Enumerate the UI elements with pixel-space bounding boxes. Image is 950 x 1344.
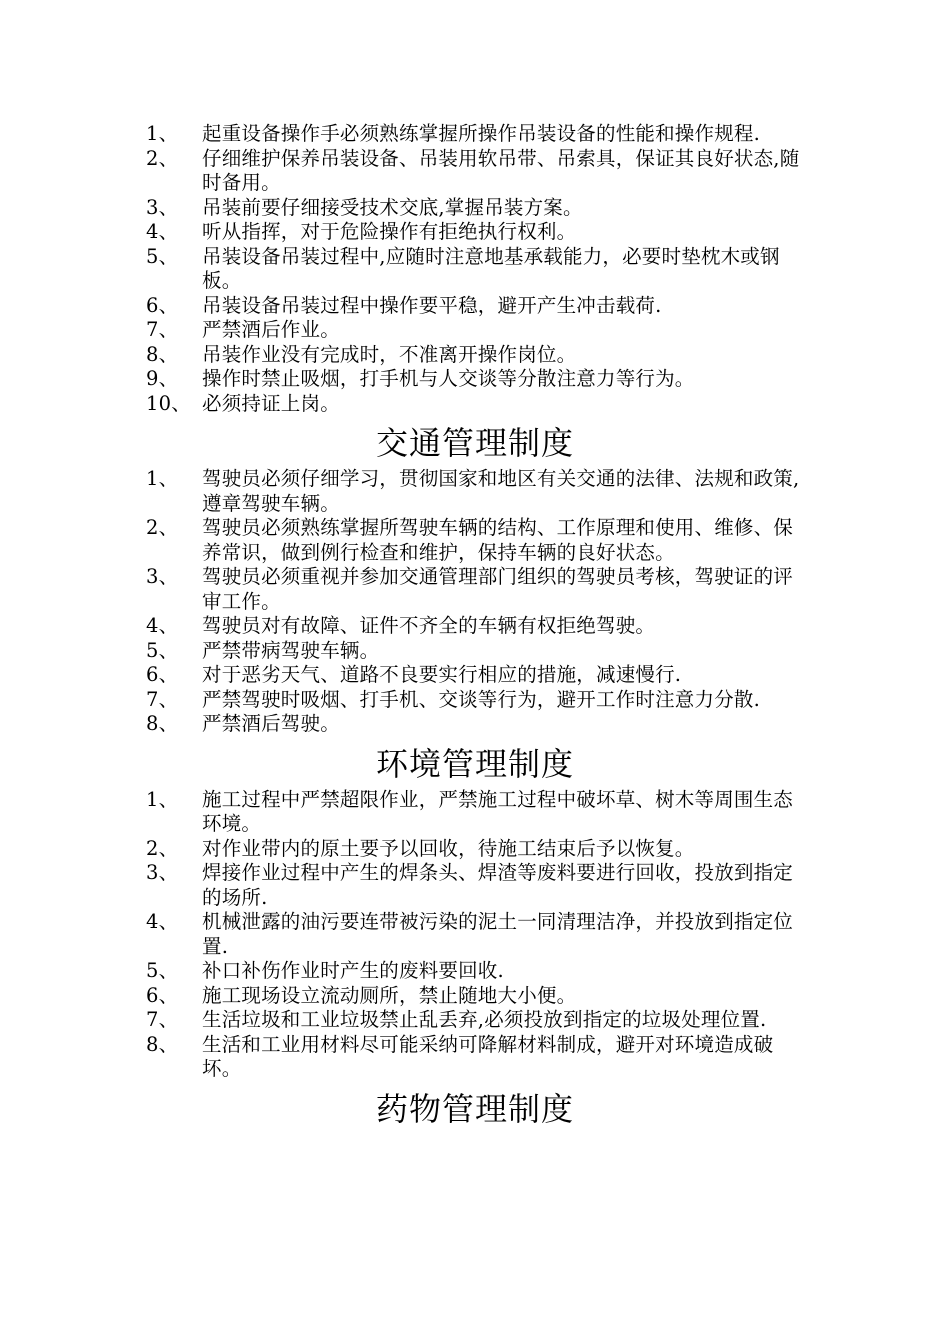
list-item — [0, 516, 810, 565]
list-item — [0, 1033, 810, 1082]
list-item — [0, 688, 810, 713]
list-item-number: 3、 — [146, 565, 179, 588]
list-item — [0, 837, 810, 862]
list-item — [0, 984, 810, 1009]
list-item-text: 施工过程中严禁超限作业，严禁施工过程中破坏草、树木等周围生态环境。 — [202, 787, 794, 835]
list-item — [0, 788, 810, 837]
list-item — [0, 1008, 810, 1033]
section-title: 药物管理制度 — [375, 1089, 574, 1128]
list-item-number: 5、 — [146, 638, 179, 662]
list-item-number: 10、 — [146, 391, 191, 415]
list-item-text: 机械泄露的油污要连带被污染的泥土一同清理洁净，并投放到指定位置. — [202, 910, 794, 958]
list-item-number: 6、 — [146, 663, 179, 686]
list-item-number: 7、 — [146, 1008, 179, 1031]
list-item — [0, 467, 810, 516]
list-item-text: 严禁驾驶时吸烟、打手机、交谈等行为，避开工作时注意力分散. — [202, 687, 760, 711]
list-item-number: 7、 — [146, 687, 179, 711]
list-item — [0, 122, 810, 147]
list-item-text: 驾驶员必须重视并参加交通管理部门组织的驾驶员考核，驾驶证的评审工作。 — [202, 565, 794, 613]
list-item-number: 2、 — [146, 836, 179, 860]
list-item — [0, 196, 810, 221]
list-item-text: 驾驶员必须仔细学习，贯彻国家和地区有关交通的法律、法规和政策,遵章驾驶车辆。 — [202, 467, 800, 515]
list-item — [0, 147, 810, 196]
list-item-number: 7、 — [146, 318, 179, 341]
list-item-text: 焊接作业过程中产生的焊条头、焊渣等废料要进行回收，投放到指定的场所. — [202, 861, 794, 909]
list-item-number: 4、 — [146, 220, 179, 243]
list-item — [0, 663, 810, 688]
list-item-text: 生活和工业用材料尽可能采纳可降解材料制成，避开对环境造成破坏。 — [202, 1032, 774, 1080]
list-item-text: 对于恶劣天气、道路不良要实行相应的措施，减速慢行. — [202, 663, 682, 686]
list-item — [0, 614, 810, 639]
list-item-number: 6、 — [146, 293, 179, 317]
list-item-text: 听从指挥，对于危险操作有拒绝执行权利。 — [202, 220, 577, 243]
list-item-number: 1、 — [146, 467, 179, 490]
list-item — [0, 910, 810, 959]
list-item-text: 吊装前要仔细接受技术交底,掌握吊装方案。 — [202, 195, 583, 219]
list-item-number: 2、 — [146, 516, 179, 539]
section-title: 交通管理制度 — [375, 424, 574, 462]
list-item-text: 吊装作业没有完成时，不准离开操作岗位。 — [202, 342, 577, 366]
list-item-text: 起重设备操作手必须熟练掌握所操作吊装设备的性能和操作规程. — [202, 122, 760, 145]
list-item — [0, 639, 810, 664]
list-item — [0, 712, 810, 737]
list-item — [0, 565, 810, 614]
list-item-number: 2、 — [146, 146, 179, 170]
rule-list — [0, 122, 950, 416]
rule-list — [0, 788, 950, 1082]
list-item-text: 吊装设备吊装过程中,应随时注意地基承载能力，必要时垫枕木或钢板。 — [202, 244, 780, 292]
list-item-text: 施工现场设立流动厕所，禁止随地大小便。 — [202, 983, 577, 1007]
list-item-number: 8、 — [146, 342, 179, 366]
list-item-number: 5、 — [146, 244, 179, 268]
list-item — [0, 245, 810, 294]
list-item — [0, 220, 810, 245]
list-item-text: 操作时禁止吸烟，打手机与人交谈等分散注意力等行为。 — [202, 367, 695, 390]
document-page — [0, 122, 950, 1133]
list-item-number: 1、 — [146, 787, 179, 811]
list-item-number: 9、 — [146, 367, 179, 390]
list-item-text: 严禁带病驾驶车辆。 — [202, 638, 380, 662]
list-item — [0, 318, 810, 343]
list-item-text: 生活垃圾和工业垃圾禁止乱丢弃,必须投放到指定的垃圾处理位置. — [202, 1008, 767, 1031]
list-item-text: 驾驶员对有故障、证件不齐全的车辆有权拒绝驾驶。 — [202, 614, 656, 637]
list-item-number: 6、 — [146, 983, 179, 1007]
list-item-text: 吊装设备吊装过程中操作要平稳，避开产生冲击载荷. — [202, 293, 662, 317]
list-item-number: 3、 — [146, 861, 179, 884]
list-item-text: 驾驶员必须熟练掌握所驾驶车辆的结构、工作原理和使用、维修、保养常识，做到例行检查和维护，保持车辆的良好状态。 — [202, 516, 794, 564]
list-item — [0, 392, 810, 417]
list-item-number: 3、 — [146, 195, 179, 219]
list-item-text: 严禁酒后作业。 — [202, 318, 340, 341]
list-item-number: 1、 — [146, 122, 179, 145]
rule-list — [0, 467, 950, 737]
list-item — [0, 343, 810, 368]
list-item — [0, 367, 810, 392]
list-item-text: 严禁酒后驾驶。 — [202, 712, 340, 735]
list-item-number: 4、 — [146, 614, 179, 637]
list-item-text: 仔细维护保养吊装设备、吊装用软吊带、吊索具，保证其良好状态,随时备用。 — [202, 146, 800, 194]
list-item-number: 5、 — [146, 959, 179, 982]
list-item-text: 补口补伤作业时产生的废料要回收. — [202, 959, 504, 982]
list-item-number: 4、 — [146, 910, 179, 933]
section-title: 环境管理制度 — [375, 744, 574, 783]
list-item — [0, 959, 810, 984]
list-item-text: 必须持证上岗。 — [202, 391, 340, 415]
list-item — [0, 294, 810, 319]
list-item — [0, 861, 810, 910]
list-item-number: 8、 — [146, 712, 179, 735]
list-item-text: 对作业带内的原土要予以回收，待施工结束后予以恢复。 — [202, 836, 695, 860]
list-item-number: 8、 — [146, 1032, 179, 1056]
